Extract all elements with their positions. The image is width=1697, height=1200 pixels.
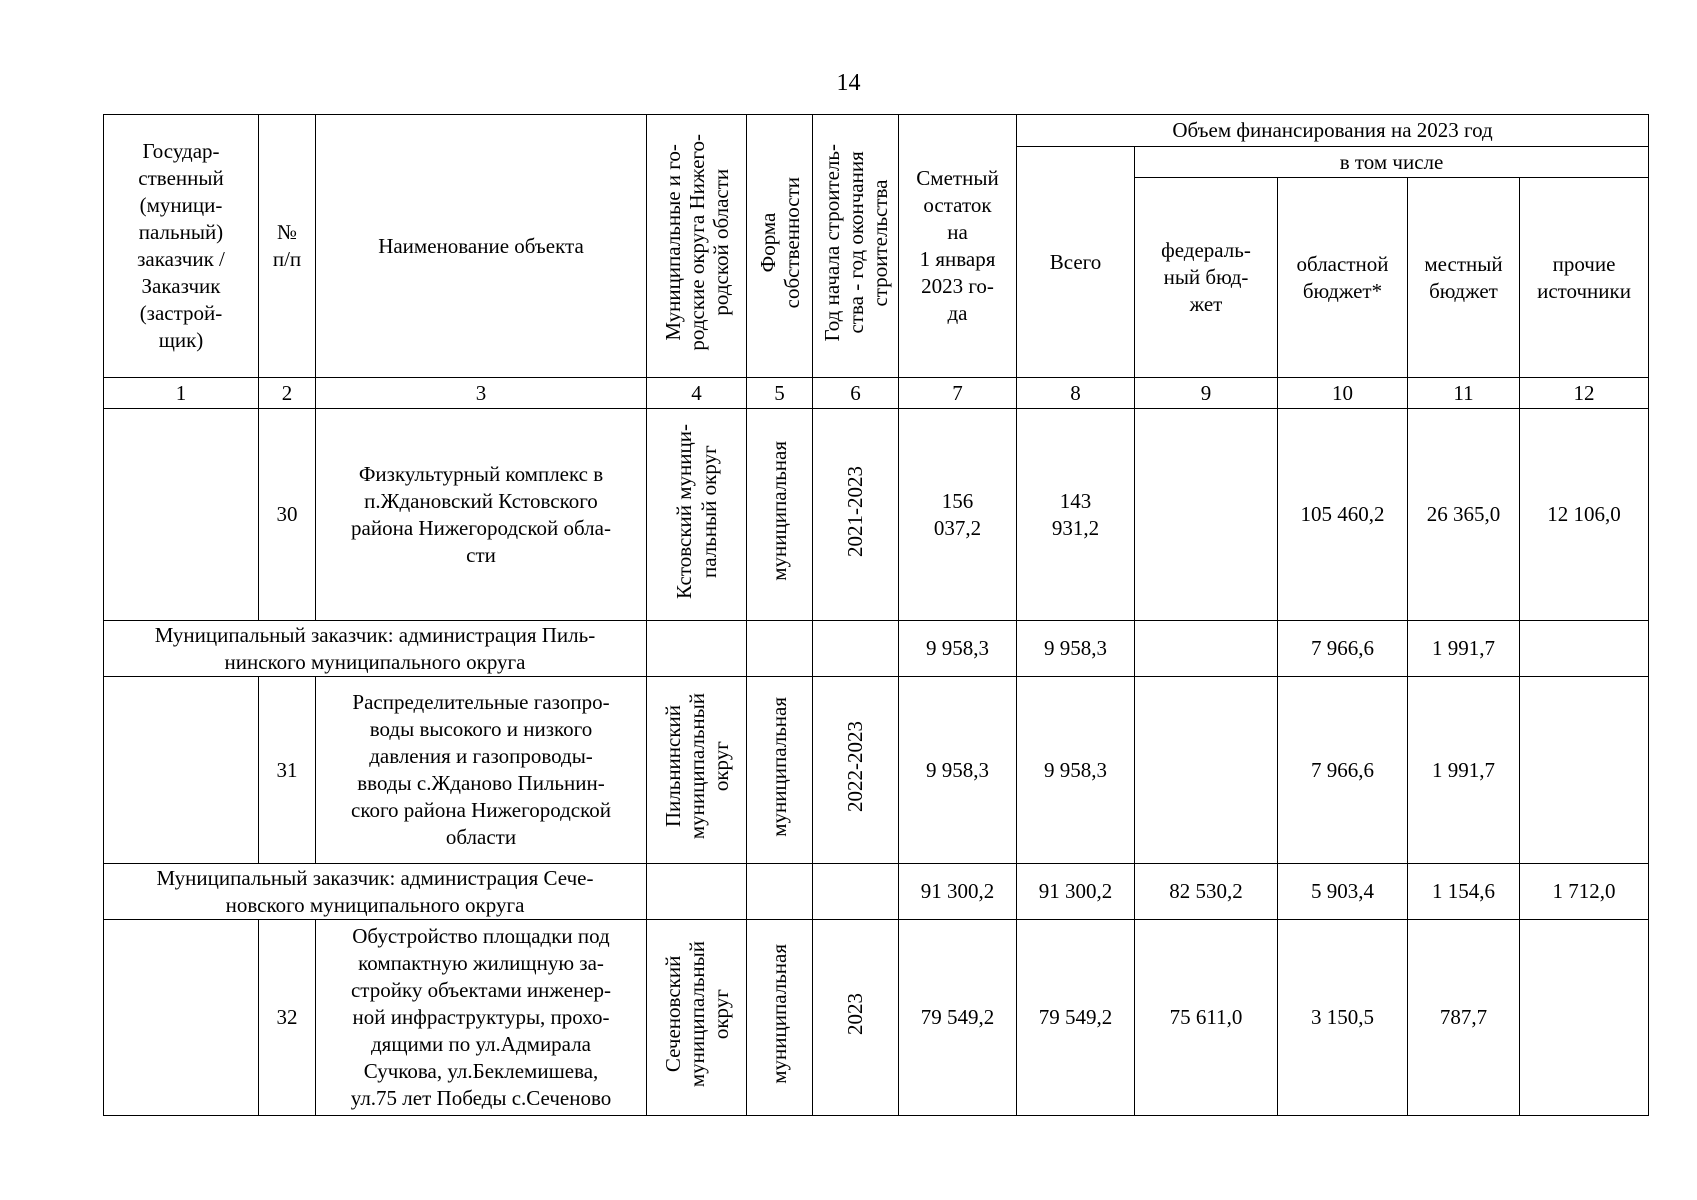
- group-other: [1520, 621, 1649, 677]
- row-local: 787,7: [1408, 920, 1520, 1116]
- column-number: 7: [899, 378, 1017, 409]
- row-customer: [104, 409, 259, 621]
- header-funding-title: Объем финансирования на 2023 год: [1017, 115, 1649, 147]
- header-regional: областной бюджет*: [1278, 178, 1408, 378]
- row-customer: [104, 920, 259, 1116]
- column-number: 2: [259, 378, 316, 409]
- group-regional: 5 903,4: [1278, 864, 1408, 920]
- header-other: прочие источники: [1520, 178, 1649, 378]
- row-number: 31: [259, 677, 316, 864]
- row-federal: [1135, 409, 1278, 621]
- group-total: 9 958,3: [1017, 621, 1135, 677]
- row-estimate: 9 958,3: [899, 677, 1017, 864]
- group-row: [104, 621, 1649, 677]
- column-number: 1: [104, 378, 259, 409]
- group-federal: 82 530,2: [1135, 864, 1278, 920]
- row-years: 2023: [813, 920, 899, 1116]
- table-row: [104, 409, 1649, 621]
- header-object-name: Наименование объекта: [316, 115, 647, 378]
- group-estimate: 91 300,2: [899, 864, 1017, 920]
- column-number: 3: [316, 378, 647, 409]
- page-number: 14: [836, 70, 861, 96]
- header-total: Всего: [1017, 147, 1135, 378]
- row-regional: 7 966,6: [1278, 677, 1408, 864]
- row-object-name: Физкультурный комплекс в п.Ждановский Кстовского района Нижегородской обла- сти: [316, 409, 647, 621]
- header-years: Год начала строитель- ства - год окончания строительства: [813, 115, 899, 378]
- header-districts: Муниципальные и го- родские округа Нижего- родской области: [647, 115, 747, 378]
- header-number: № п/п: [259, 115, 316, 378]
- group-total: 91 300,2: [1017, 864, 1135, 920]
- row-ownership: муниципальная: [747, 920, 813, 1116]
- row-estimate: 79 549,2: [899, 920, 1017, 1116]
- column-number: 10: [1278, 378, 1408, 409]
- group-customer-label: Муниципальный заказчик: администрация Пиль- нинского муниципального округа: [104, 621, 647, 677]
- group-customer-label: Муниципальный заказчик: администрация Сече- новского муниципального округа: [104, 864, 647, 920]
- group-estimate: 9 958,3: [899, 621, 1017, 677]
- row-other: [1520, 920, 1649, 1116]
- row-other: [1520, 677, 1649, 864]
- row-total: 79 549,2: [1017, 920, 1135, 1116]
- row-local: 26 365,0: [1408, 409, 1520, 621]
- group-local: 1 154,6: [1408, 864, 1520, 920]
- table-row: [104, 677, 1649, 864]
- table-row: [104, 920, 1649, 1116]
- row-federal: [1135, 677, 1278, 864]
- column-numbers-row: [104, 378, 1649, 409]
- row-total: 143 931,2: [1017, 409, 1135, 621]
- row-customer: [104, 677, 259, 864]
- column-number: 4: [647, 378, 747, 409]
- row-object-name: Обустройство площадки под компактную жилищную за- стройку объектами инженер- ной инфраструктуры, прохо- дящими по ул.Адмирала Сучкова, ул.Беклемишева, ул.75 лет Победы с.Сеченово: [316, 920, 647, 1116]
- group-regional: 7 966,6: [1278, 621, 1408, 677]
- header-customer: Государ- ственный (муници- пальный) заказчик / Заказчик (застрой- щик): [104, 115, 259, 378]
- row-total: 9 958,3: [1017, 677, 1135, 864]
- row-regional: 3 150,5: [1278, 920, 1408, 1116]
- header-ownership: Форма собственности: [747, 115, 813, 378]
- financing-table: [103, 114, 1649, 1116]
- group-local: 1 991,7: [1408, 621, 1520, 677]
- row-ownership: муниципальная: [747, 677, 813, 864]
- group-row: [104, 864, 1649, 920]
- row-ownership: муниципальная: [747, 409, 813, 621]
- column-number: 11: [1408, 378, 1520, 409]
- row-years: 2022-2023: [813, 677, 899, 864]
- column-number: 9: [1135, 378, 1278, 409]
- row-regional: 105 460,2: [1278, 409, 1408, 621]
- row-number: 32: [259, 920, 316, 1116]
- row-district: Сеченовский муниципальный округ: [647, 920, 747, 1116]
- group-federal: [1135, 621, 1278, 677]
- row-district: Кстовский муници- пальный округ: [647, 409, 747, 621]
- row-federal: 75 611,0: [1135, 920, 1278, 1116]
- column-number: 8: [1017, 378, 1135, 409]
- row-local: 1 991,7: [1408, 677, 1520, 864]
- header-local: местный бюджет: [1408, 178, 1520, 378]
- column-number: 6: [813, 378, 899, 409]
- header-including: в том числе: [1135, 147, 1649, 178]
- column-number: 5: [747, 378, 813, 409]
- row-number: 30: [259, 409, 316, 621]
- row-district: Пильнинский муниципальный округ: [647, 677, 747, 864]
- header-estimate: Сметный остаток на 1 января 2023 го- да: [899, 115, 1017, 378]
- row-years: 2021-2023: [813, 409, 899, 621]
- row-estimate: 156 037,2: [899, 409, 1017, 621]
- row-object-name: Распределительные газопро- воды высокого и низкого давления и газопроводы- вводы с.Жданово Пильнин- ского района Нижегородской области: [316, 677, 647, 864]
- column-number: 12: [1520, 378, 1649, 409]
- row-other: 12 106,0: [1520, 409, 1649, 621]
- header-federal: федераль- ный бюд- жет: [1135, 178, 1278, 378]
- group-other: 1 712,0: [1520, 864, 1649, 920]
